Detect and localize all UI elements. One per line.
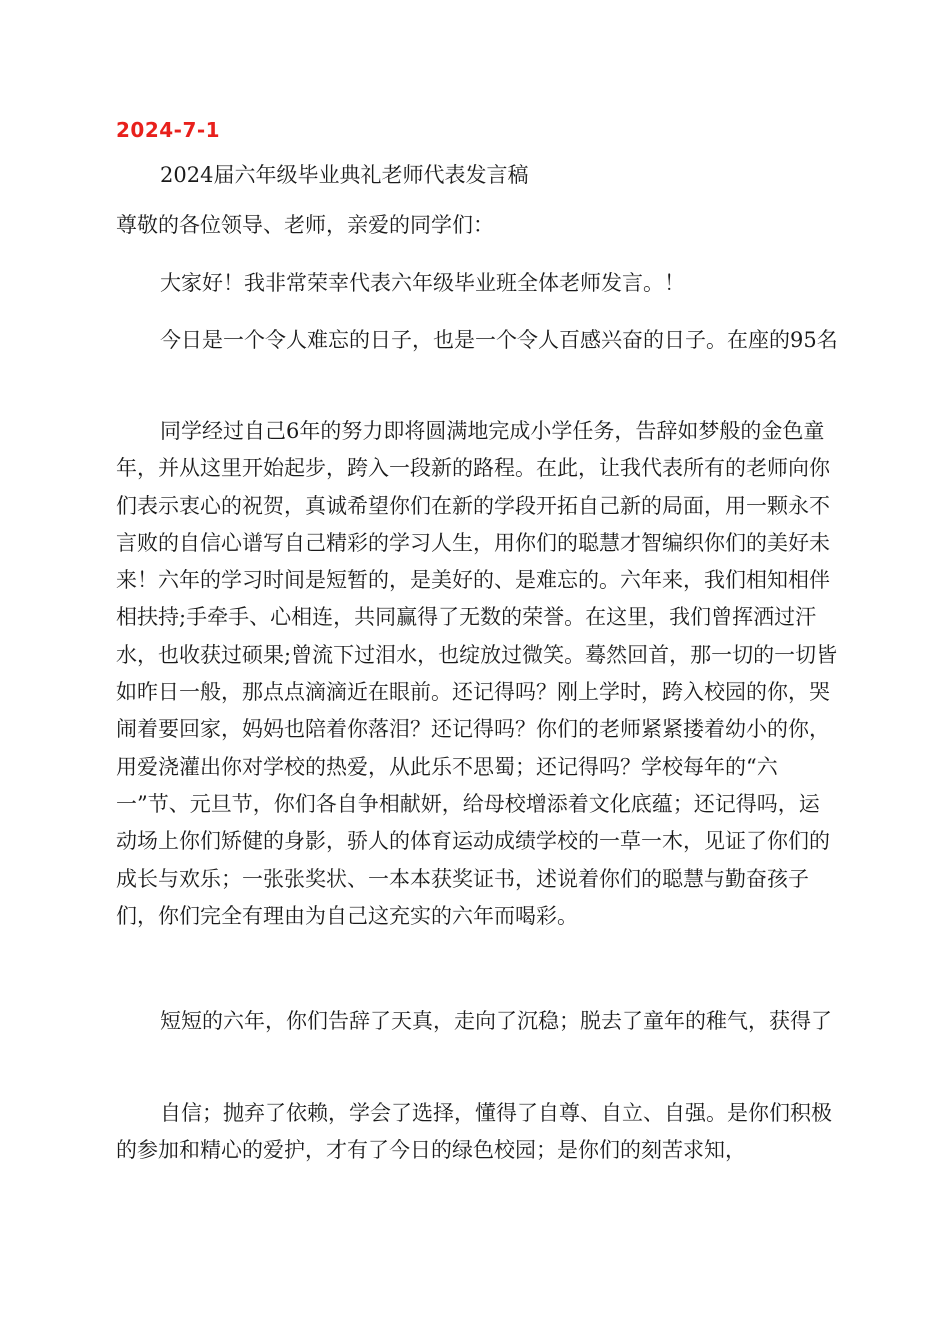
paragraph: 自信；抛弃了依赖，学会了选择，懂得了自尊、自立、自强。是你们积极的参加和精心的爱护，才有了今日的绿色校园；是你们的刻苦求知， bbox=[116, 1101, 832, 1163]
document-title: 2024届六年级毕业典礼老师代表发言稿 bbox=[160, 163, 529, 187]
paragraph: 今日是一个令人难忘的日子，也是一个令人百感兴奋的日子。在座的95名 bbox=[160, 328, 838, 352]
document-date: 2024-7-1 bbox=[116, 118, 221, 142]
paragraph: 短短的六年，你们告辞了天真，走向了沉稳；脱去了童年的稚气，获得了 bbox=[160, 1009, 832, 1033]
greeting: 大家好！我非常荣幸代表六年级毕业班全体老师发言。！ bbox=[160, 271, 685, 295]
salutation: 尊敬的各位领导、老师，亲爱的同学们： bbox=[116, 213, 494, 237]
paragraph: 同学经过自己6年的努力即将圆满地完成小学任务，告辞如梦般的金色童年，并从这里开始起步，跨入一段新的路程。在此，让我代表所有的老师向你们表示衷心的祝贺，真诚希望你们在新的学段开拓自己新的局面，用一颗永不言败的自信心谱写自己精彩的学习人生，用你们的聪慧才智编织你们的美好未来！六年的学习时间是短暂的，是美好的、是难忘的。六年来，我们相知相伴相扶持;手牵手、心相连，共同赢得了无数的荣誉。在这里，我们曾挥洒过汗水，也收获过硕果;曾流下过泪水，也绽放过微笑。蓦然回首，那一切的一切皆如昨日一般，那点点滴滴近在眼前。还记得吗？刚上学时，跨入校园的你，哭闹着要回家，妈妈也陪着你落泪？还记得吗？你们的老师紧紧搂着幼小的你，用爱浇灌出你对学校的热爱，从此乐不思蜀；还记得吗？学校每年的“六一”节、元旦节，你们各自争相献妍，给母校增添着文化底蕴；还记得吗，运动场上你们矫健的身影，骄人的体育运动成绩学校的一草一木，见证了你们的成长与欢乐；一张张奖状、一本本获奖证书，述说着你们的聪慧与勤奋孩子们，你们完全有理由为自己这充实的六年而喝彩。 bbox=[116, 419, 838, 928]
